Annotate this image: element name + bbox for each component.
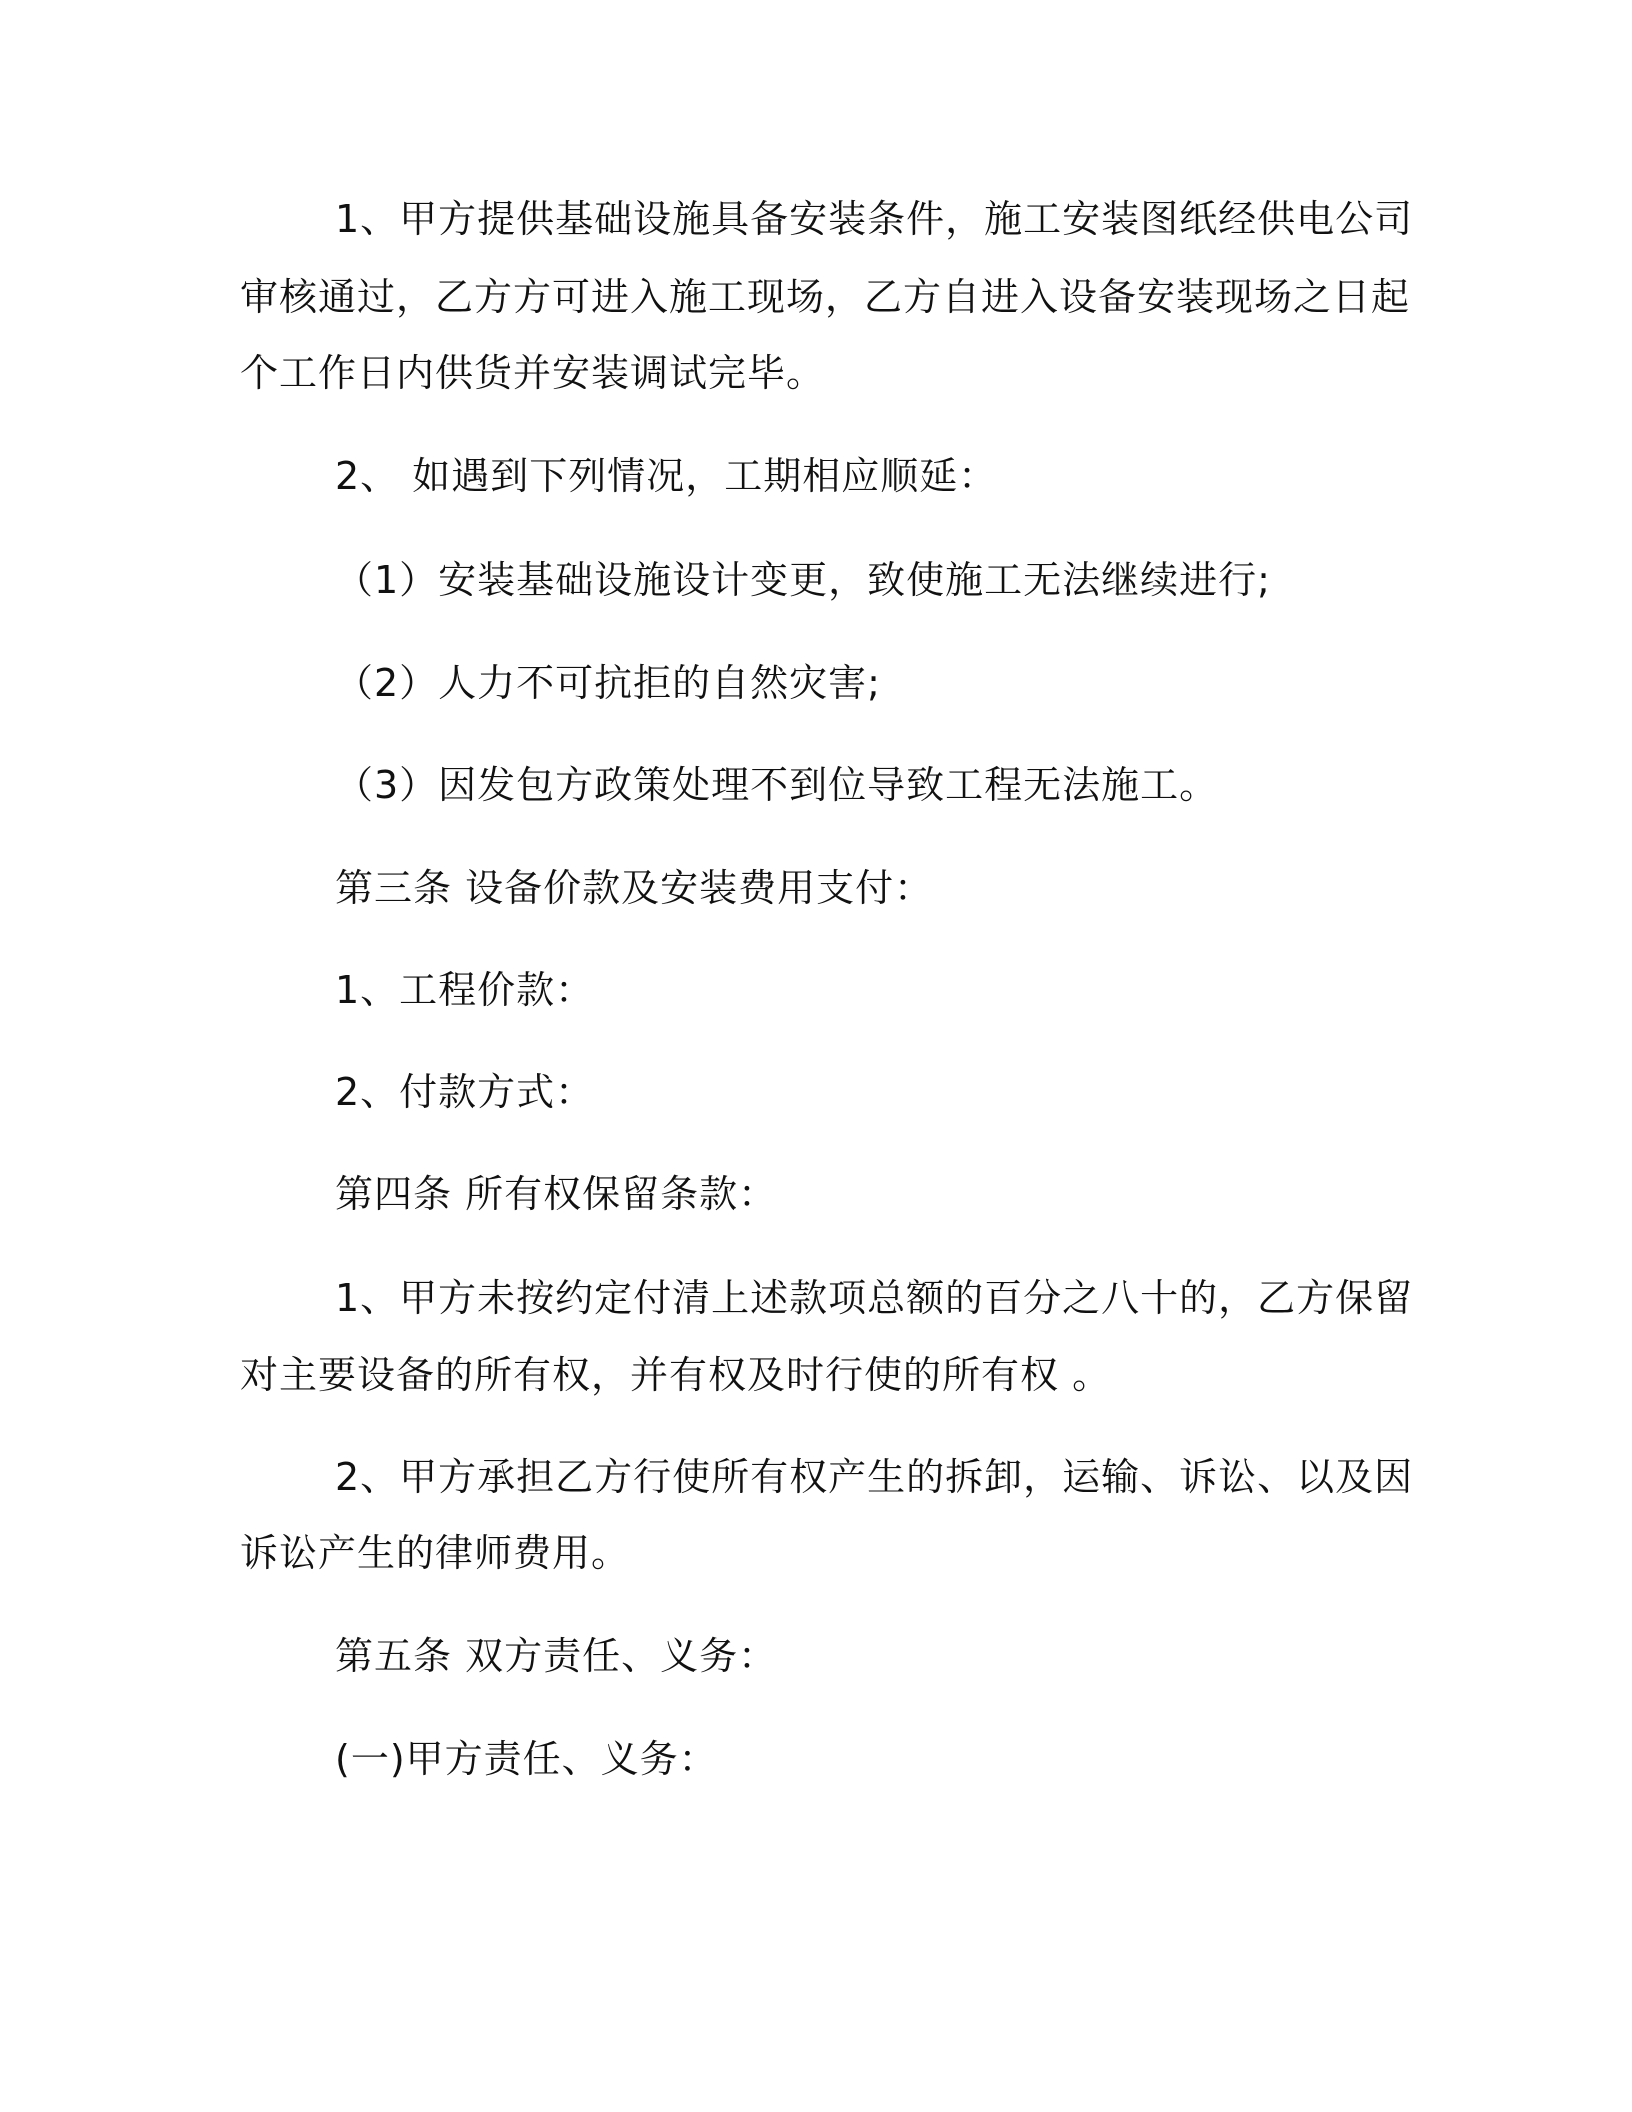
paragraph-1-line-3: 个工作日内供货并安装调试完毕。 <box>240 351 826 395</box>
paragraph-2: 2、 如遇到下列情况，工期相应顺延： <box>335 454 998 498</box>
article-3-item-2: 2、付款方式： <box>335 1070 595 1114</box>
list-item-3: （3）因发包方政策处理不到位导致工程无法施工。 <box>335 763 1219 807</box>
article-4-item-1-line-2: 对主要设备的所有权，并有权及时行使的所有权 。 <box>240 1353 1112 1397</box>
paragraph-1-line-1: 1、甲方提供基础设施具备安装条件，施工安装图纸经供电公司 <box>335 197 1414 241</box>
list-item-2: （2）人力不可抗拒的自然灾害; <box>335 661 881 705</box>
article-5-heading: 第五条 双方责任、义务： <box>335 1634 778 1678</box>
article-4-item-1-line-1: 1、甲方未按约定付清上述款项总额的百分之八十的，乙方保留 <box>335 1276 1414 1320</box>
article-4-item-2-line-2: 诉讼产生的律师费用。 <box>240 1531 631 1575</box>
article-3-item-1: 1、工程价款： <box>335 968 595 1012</box>
list-item-1: （1）安装基础设施设计变更，致使施工无法继续进行; <box>335 558 1271 602</box>
article-5-subheading: (一)甲方责任、义务： <box>335 1737 718 1781</box>
article-3-heading: 第三条 设备价款及安装费用支付： <box>335 866 934 910</box>
article-4-item-2-line-1: 2、甲方承担乙方行使所有权产生的拆卸，运输、诉讼、以及因 <box>335 1455 1414 1499</box>
paragraph-1-line-2: 审核通过，乙方方可进入施工现场，乙方自进入设备安装现场之日起 <box>240 275 1411 319</box>
article-4-heading: 第四条 所有权保留条款： <box>335 1172 778 1216</box>
